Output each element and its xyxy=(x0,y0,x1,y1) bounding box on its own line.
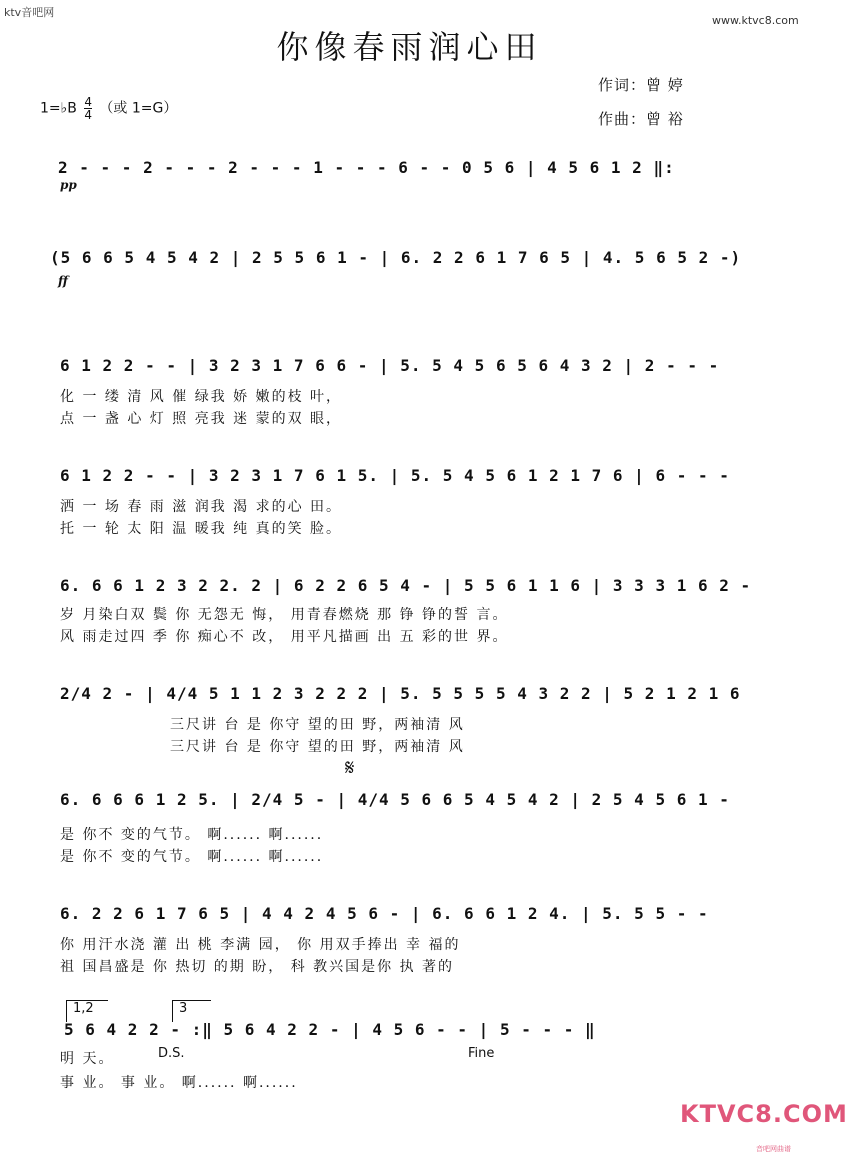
lyrics-row-6-verse-2: 三尺讲 台 是 你守 望的田 野，两袖清 风 xyxy=(170,739,465,755)
song-title: 你像春雨润心田 xyxy=(276,28,543,66)
lyrics-row-7-verse-2: 是 你不 变的气节。 啊...... 啊...... xyxy=(60,849,324,865)
key-signature xyxy=(40,96,177,121)
site-watermark-left: ktv音吧网 xyxy=(4,6,55,19)
score-row-1: 2 - - - 2 - - - 2 - - - 1 - - - 6 - - 0 5 6 | 4 5 6 1 2 ‖: xyxy=(58,158,675,177)
score-row-2: (5 6 6 5 4 5 4 2 | 2 5 5 6 1 - | 6. 2 2 6 1 7 6 5 | 4. 5 6 5 2 -) xyxy=(50,248,742,267)
score-row-6: 2/4 2 - | 4/4 5 1 1 2 3 2 2 2 | 5. 5 5 5 5 4 3 2 2 | 5 2 1 2 1 6 xyxy=(60,684,741,703)
lyrics-row-4-verse-2: 托 一 轮 太 阳 温 暖我 纯 真的笑 脸。 xyxy=(60,521,343,537)
ktvc8-logo: KTVC8.COM xyxy=(680,1100,848,1128)
lyrics-row-8-verse-1: 你 用汗水浇 灌 出 桃 李满 园， 你 用双手捧出 幸 福的 xyxy=(60,937,461,953)
site-url: www.ktvc8.com xyxy=(712,14,799,27)
dynamic-pp: pp xyxy=(60,178,77,192)
lyricist-credit: 作词：曾 婷 xyxy=(598,76,684,94)
lyrics-row-8-verse-2: 祖 国昌盛是 你 热切 的期 盼， 科 教兴国是你 执 著的 xyxy=(60,959,455,975)
score-row-5: 6. 6 6 1 2 3 2 2. 2 | 6 2 2 6 5 4 - | 5 5 6 1 1 6 | 3 3 3 1 6 2 - xyxy=(60,576,752,595)
key-text: 1=♭B xyxy=(40,100,77,117)
lyrics-row-3-verse-2: 点 一 盏 心 灯 照 亮我 迷 蒙的双 眼， xyxy=(60,411,343,427)
lyrics-row-4-verse-1: 洒 一 场 春 雨 滋 润我 渴 求的心 田。 xyxy=(60,499,343,515)
ds-marker: D.S. xyxy=(158,1046,185,1061)
lyrics-row-6-verse-1: 三尺讲 台 是 你守 望的田 野，两袖清 风 xyxy=(170,717,465,733)
lyrics-row-5-verse-1: 岁 月染白双 鬓 你 无怨无 悔， 用青春燃烧 那 铮 铮的誓 言。 xyxy=(60,607,509,623)
score-row-8: 6. 2 2 6 1 7 6 5 | 4 4 2 4 5 6 - | 6. 6 6 1 2 4. | 5. 5 5 - - xyxy=(60,904,709,923)
fine-marker: Fine xyxy=(468,1046,495,1061)
score-row-7: 6. 6 6 6 1 2 5. | 2/4 5 - | 4/4 5 6 6 5 4 5 4 2 | 2 5 4 5 6 1 - xyxy=(60,790,730,809)
lyrics-row-9-verse-2: 事 业。 事 业。 啊...... 啊...... xyxy=(60,1075,298,1091)
volta-1-2: 1,2 xyxy=(66,1000,108,1022)
score-row-4: 6 1 2 2 - - | 3 2 3 1 7 6 1 5. | 5. 5 4 5 6 1 2 1 7 6 | 6 - - - xyxy=(60,466,730,485)
time-top: 4 xyxy=(84,95,92,109)
dynamic-ff: ff xyxy=(58,274,68,288)
lyrics-row-3-verse-1: 化 一 缕 清 风 催 绿我 娇 嫩的枝 叶， xyxy=(60,389,343,405)
score-row-3: 6 1 2 2 - - | 3 2 3 1 7 6 6 - | 5. 5 4 5 6 5 6 4 3 2 | 2 - - - xyxy=(60,356,720,375)
time-bottom: 4 xyxy=(84,108,92,122)
volta-3: 3 xyxy=(172,1000,211,1022)
segno-sign: 𝄋 xyxy=(345,756,355,781)
lyrics-row-5-verse-2: 风 雨走过四 季 你 痴心不 改， 用平凡描画 出 五 彩的世 界。 xyxy=(60,629,509,645)
lyrics-row-7-verse-1: 是 你不 变的气节。 啊...... 啊...... xyxy=(60,827,324,843)
alternate-key: （或 1=G） xyxy=(99,100,178,117)
lyrics-row-9-verse-1: 明 天。 xyxy=(60,1051,115,1067)
logo-subtitle: 音吧网曲谱 xyxy=(756,1145,791,1153)
time-signature xyxy=(84,96,92,121)
composer-credit: 作曲：曾 裕 xyxy=(598,110,684,128)
score-row-9: 5 6 4 2 2 - :‖ 5 6 4 2 2 - | 4 5 6 - - | 5 - - - ‖ xyxy=(64,1020,596,1039)
